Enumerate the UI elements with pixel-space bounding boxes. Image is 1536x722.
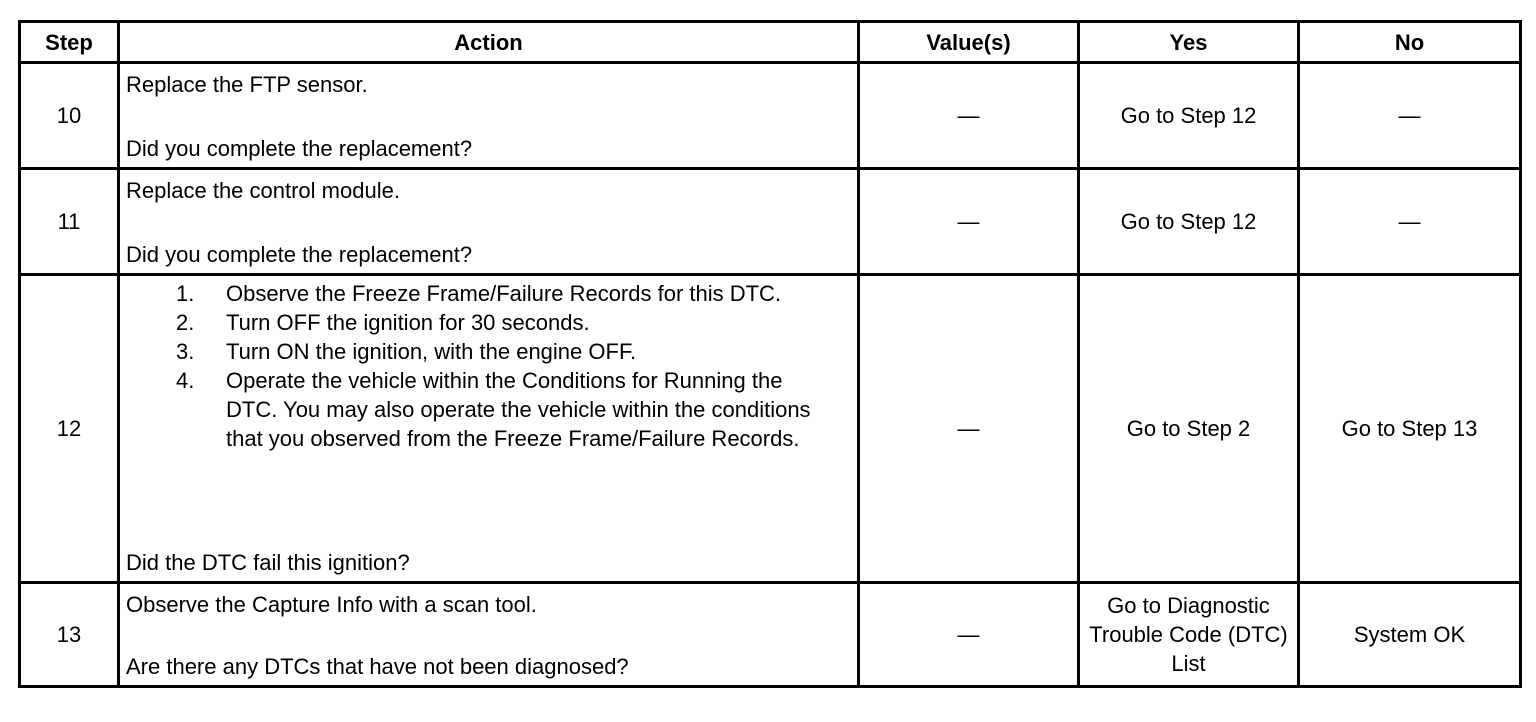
action-instruction: Observe the Capture Info with a scan tool. bbox=[126, 592, 537, 617]
step-number: 13 bbox=[20, 583, 119, 687]
step-number: 11 bbox=[20, 169, 119, 275]
action-steps-list bbox=[120, 279, 827, 453]
value-cell: — bbox=[859, 63, 1079, 169]
list-item-text: Operate the vehicle within the Conditions for Running the DTC. You may also operate the vehicle within the conditions that you observed from the Freeze Frame/Failure Records. bbox=[226, 368, 811, 451]
no-cell: — bbox=[1299, 63, 1521, 169]
yes-cell: Go to Step 12 bbox=[1079, 63, 1299, 169]
value-cell: — bbox=[859, 169, 1079, 275]
list-item-text: Turn ON the ignition, with the engine OFF. bbox=[226, 339, 637, 364]
no-cell: System OK bbox=[1299, 583, 1521, 687]
header-action: Action bbox=[119, 22, 859, 63]
table-row-step-10 bbox=[20, 63, 1521, 169]
diagnostic-table bbox=[18, 20, 1522, 688]
yes-cell: Go to Diagnostic Trouble Code (DTC) List bbox=[1079, 583, 1299, 687]
list-item bbox=[120, 308, 827, 337]
action-instruction: Replace the control module. bbox=[126, 178, 400, 203]
action-cell bbox=[119, 275, 859, 583]
header-step: Step bbox=[20, 22, 119, 63]
value-cell: — bbox=[859, 275, 1079, 583]
table-row-step-13 bbox=[20, 583, 1521, 687]
list-item-number: 4. bbox=[176, 368, 195, 393]
table-row-step-12 bbox=[20, 275, 1521, 583]
step-number: 12 bbox=[20, 275, 119, 583]
list-item-number: 3. bbox=[176, 339, 195, 364]
value-cell: — bbox=[859, 583, 1079, 687]
action-cell bbox=[119, 583, 859, 687]
header-values: Value(s) bbox=[859, 22, 1079, 63]
list-item bbox=[120, 337, 827, 366]
header-no: No bbox=[1299, 22, 1521, 63]
table-row-step-11 bbox=[20, 169, 1521, 275]
yes-cell: Go to Step 12 bbox=[1079, 169, 1299, 275]
action-cell bbox=[119, 63, 859, 169]
header-yes: Yes bbox=[1079, 22, 1299, 63]
list-item bbox=[120, 279, 827, 308]
action-cell bbox=[119, 169, 859, 275]
header-row bbox=[20, 22, 1521, 63]
action-instruction: Replace the FTP sensor. bbox=[126, 72, 368, 97]
yes-cell: Go to Step 2 bbox=[1079, 275, 1299, 583]
step-number: 10 bbox=[20, 63, 119, 169]
action-question: Did you complete the replacement? bbox=[126, 242, 473, 267]
action-question: Did you complete the replacement? bbox=[126, 136, 473, 161]
list-item-number: 2. bbox=[176, 310, 195, 335]
no-cell: — bbox=[1299, 169, 1521, 275]
list-item bbox=[120, 366, 827, 453]
action-question: Are there any DTCs that have not been diagnosed? bbox=[126, 654, 629, 679]
list-item-text: Observe the Freeze Frame/Failure Records for this DTC. bbox=[226, 281, 782, 306]
list-item-text: Turn OFF the ignition for 30 seconds. bbox=[226, 310, 590, 335]
action-question: Did the DTC fail this ignition? bbox=[126, 550, 410, 575]
list-item-number: 1. bbox=[176, 281, 195, 306]
no-cell: Go to Step 13 bbox=[1299, 275, 1521, 583]
